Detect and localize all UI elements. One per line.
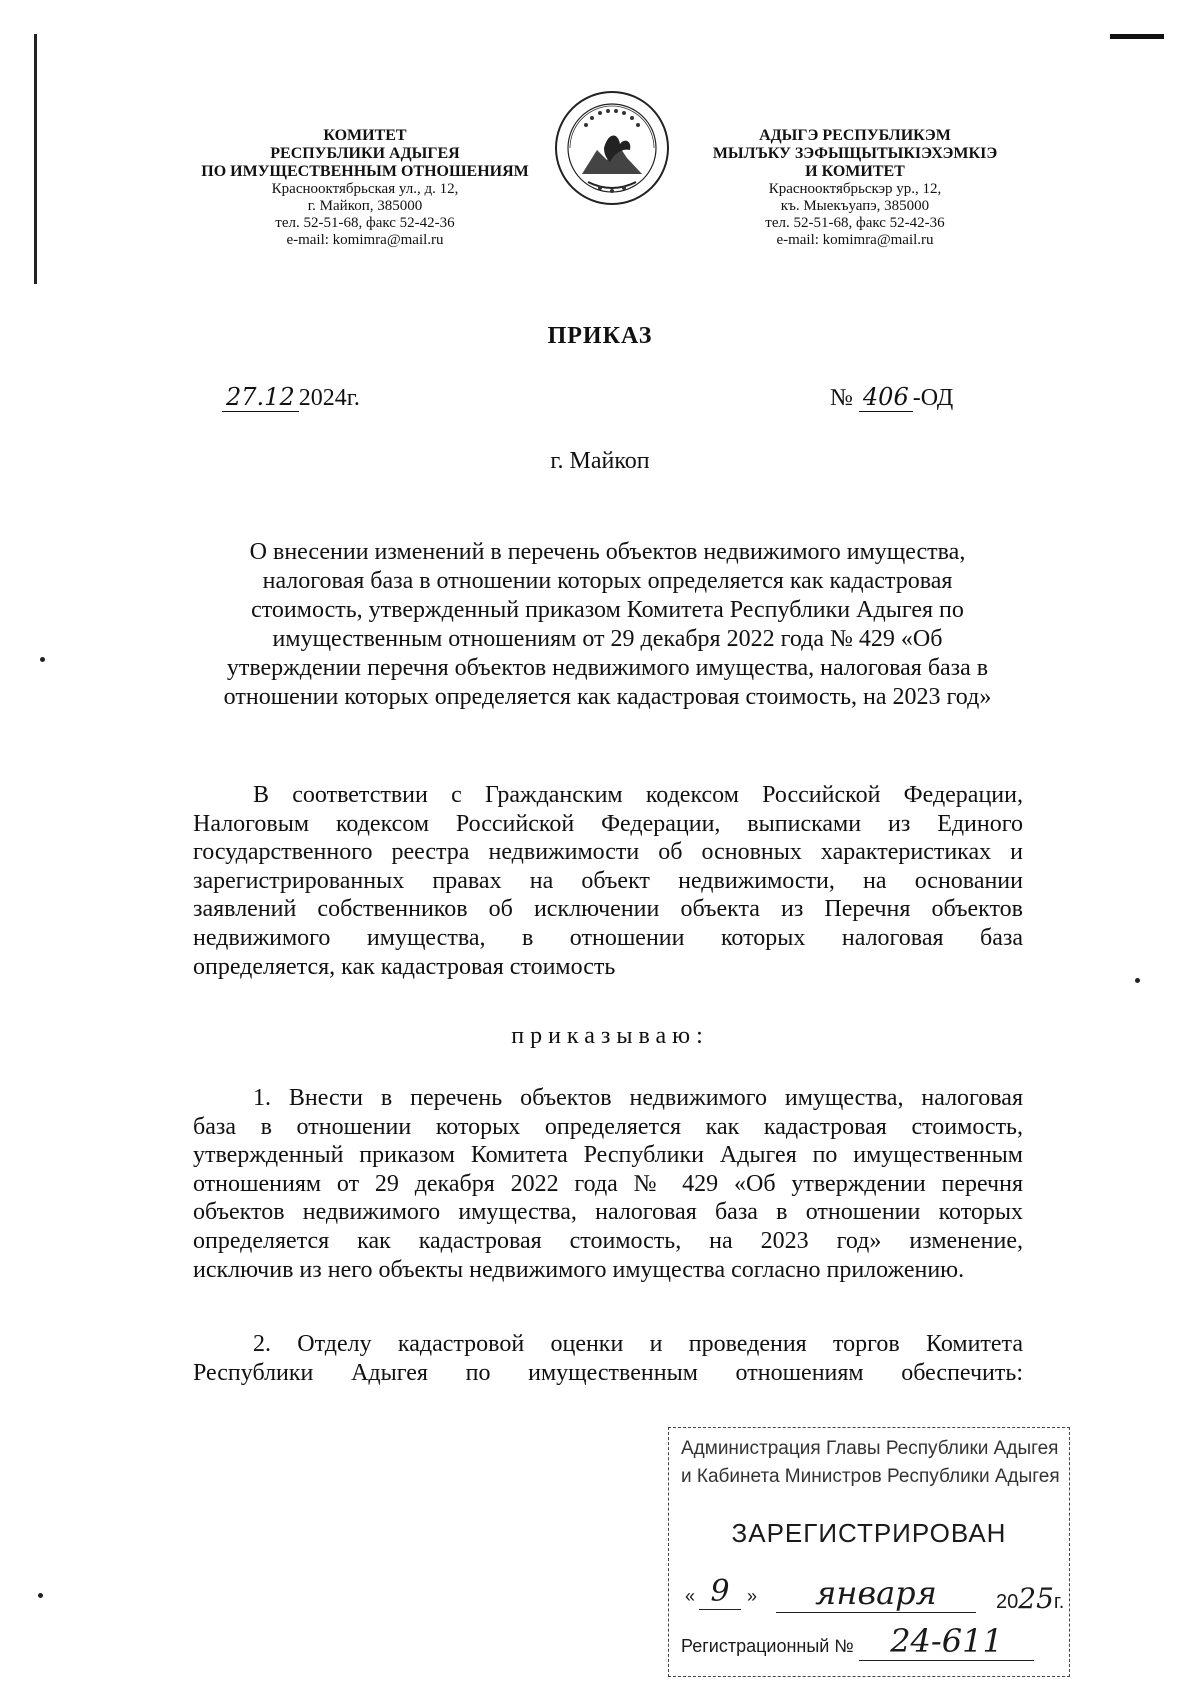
document-subject [190, 538, 1025, 712]
date-handwritten: 27.12 [222, 383, 299, 412]
paragraph-line: 1. Внести в перечень объектов недвижимого имущества, налоговая [253, 1085, 1023, 1111]
document-title: ПРИКАЗ [547, 323, 653, 349]
scan-speck [40, 657, 45, 662]
header-left-line1: КОМИТЕТ [323, 127, 407, 144]
adygea-emblem-icon [552, 88, 672, 208]
document-city: г. Майкоп [550, 448, 650, 474]
stamp-org-line2: и Кабинета Министров Республики Адыгея [681, 1466, 1060, 1487]
scan-edge-mark [1110, 34, 1164, 39]
header-left-line3: ПО ИМУЩЕСТВЕННЫМ ОТНОШЕНИЯМ [201, 163, 529, 180]
stamp-quote-open: « [685, 1586, 696, 1606]
header-right-email: e-mail: komimra@mail.ru [776, 232, 934, 248]
header-right-line1: АДЫГЭ РЕСПУБЛИКЭМ [759, 127, 951, 144]
registration-stamp [668, 1427, 1070, 1677]
paragraph-line: объектов недвижимого имущества, налоговая база в отношении которых [193, 1199, 1023, 1226]
subject-line: О внесении изменений в перечень объектов недвижимого имущества, [249, 539, 966, 565]
orders-word: приказываю: [511, 1023, 709, 1049]
item-2-paragraph [193, 1330, 1023, 1387]
stamp-year-letter: г. [1053, 1591, 1065, 1613]
document-date [222, 383, 360, 412]
header-left-email: e-mail: komimra@mail.ru [286, 232, 444, 248]
number-prefix: № [830, 385, 853, 411]
paragraph-line: государственного реестра недвижимости об основных характеристиках и [193, 839, 1023, 866]
document-number [830, 383, 953, 412]
stamp-year [996, 1582, 1064, 1615]
subject-line: утверждении перечня объектов недвижимого имущества, налоговая база в [226, 655, 989, 681]
item-1-paragraph [193, 1084, 1023, 1284]
header-right-address1: Краснооктябрьскэр ур., 12, [768, 181, 942, 197]
number-handwritten: 406 [859, 383, 913, 412]
stamp-year-prefix: 20 [996, 1591, 1019, 1613]
stamp-registered-label: ЗАРЕГИСТРИРОВАН [731, 1518, 1007, 1548]
basis-paragraph [193, 781, 1023, 981]
paragraph-line: Налоговым кодексом Российской Федерации, выписками из Единого [193, 810, 1023, 837]
stamp-year-suffix: 25 [1018, 1582, 1054, 1615]
paragraph-line: заявлений собственников об исключении объекта из Перечня объектов [193, 896, 1023, 923]
stamp-quote-close: » [747, 1586, 758, 1606]
paragraph-line: утвержденный приказом Комитета Республики Адыгея по имущественным [193, 1142, 1023, 1169]
subject-line: отношении которых определяется как кадастровая стоимость, на 2023 год» [223, 684, 992, 710]
header-left-address2: г. Майкоп, 385000 [307, 198, 423, 214]
header-right-phone: тел. 52-51-68, факс 52-42-36 [765, 215, 945, 231]
paragraph-line: определяется, как кадастровая стоимость [193, 953, 616, 980]
stamp-org-line1: Администрация Главы Республики Адыгея [681, 1438, 1059, 1459]
header-right-address2: къ. Мыекъуапэ, 385000 [780, 198, 930, 214]
date-suffix: 2024г. [298, 385, 360, 411]
stamp-date [681, 1574, 1065, 1618]
header-right-line3: И КОМИТЕТ [805, 163, 905, 180]
header-left-address1: Краснооктябрьская ул., д. 12, [271, 181, 459, 197]
subject-line: имущественным отношениям от 29 декабря 2022 года № 429 «Об [272, 626, 943, 652]
header-left [180, 127, 550, 249]
header-right-line2: МЫЛЪКУ ЗЭФЫЩЫТЫКIЭХЭМКIЭ [712, 145, 998, 162]
paragraph-line: В соответствии с Гражданским кодексом Российской Федерации, [253, 782, 1023, 808]
paragraph-line: база в отношении которых определяется как кадастровая стоимость, [193, 1113, 1023, 1140]
header-right [690, 127, 1020, 249]
subject-line: стоимость, утвержденный приказом Комитета Республики Адыгея по [251, 597, 964, 623]
number-suffix: -ОД [912, 385, 954, 411]
header-left-phone: тел. 52-51-68, факс 52-42-36 [275, 215, 455, 231]
header-left-line2: РЕСПУБЛИКИ АДЫГЕЯ [270, 145, 460, 162]
paragraph-line: исключив из него объекты недвижимого имущества согласно приложению. [193, 1256, 965, 1283]
scan-speck [1135, 978, 1140, 983]
scan-edge-mark [34, 34, 37, 284]
stamp-reg-number: 24-611 [859, 1622, 1034, 1661]
paragraph-line: недвижимого имущества, в отношении которых налоговая база [193, 924, 1023, 951]
paragraph-line: зарегистрированных правах на объект недвижимости, на основании [193, 867, 1023, 894]
subject-line: налоговая база в отношении которых определяется как кадастровая [262, 568, 953, 594]
paragraph-line: 2. Отделу кадастровой оценки и проведения торгов Комитета [253, 1331, 1023, 1357]
paragraph-line: Республики Адыгея по имущественным отношениям обеспечить: [193, 1359, 1023, 1386]
paragraph-line: отношениям от 29 декабря 2022 года № 429 «Об утверждении перечня [193, 1170, 1023, 1197]
scan-speck [38, 1593, 43, 1598]
stamp-day: 9 [699, 1574, 741, 1610]
stamp-month: января [776, 1574, 976, 1613]
paragraph-line: определяется как кадастровая стоимость, на 2023 год» изменение, [193, 1227, 1023, 1254]
stamp-reg-label: Регистрационный № [681, 1636, 854, 1656]
